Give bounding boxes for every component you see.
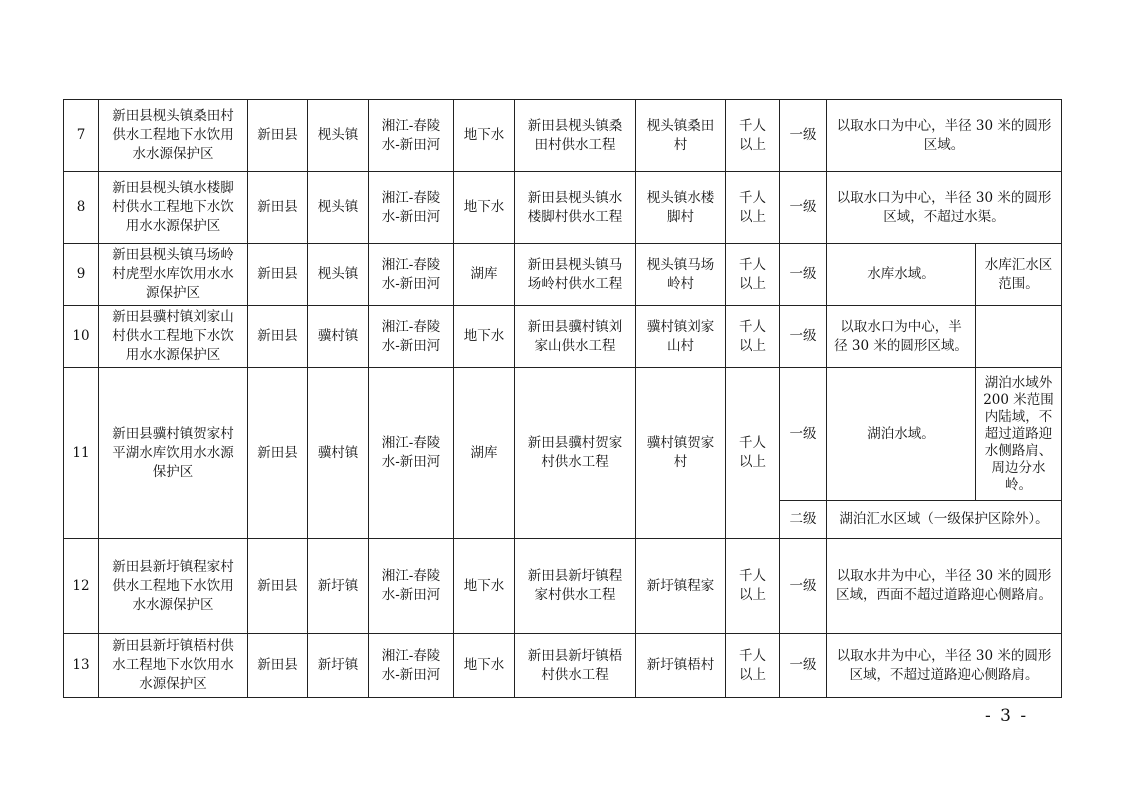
zone-name: 新田县枧头镇水楼脚 村供水工程地下水饮 用水水源保护区: [99, 172, 248, 244]
water-type: 地下水: [454, 100, 515, 172]
town: 骥村镇: [308, 368, 369, 539]
protection-range: 以取水口为中心，半径 30 米的圆形 区域，不超过水渠。: [827, 172, 1062, 244]
water-range: 水库水域。: [827, 244, 976, 306]
location: 枧头镇马场 岭村: [636, 244, 726, 306]
protection-zone-table: [63, 99, 1062, 698]
supply-project: 新田县枧头镇桑 田村供水工程: [515, 100, 636, 172]
location: 骥村镇贺家 村: [636, 368, 726, 539]
basin: 湘江-春陵 水-新田河: [369, 634, 454, 698]
county: 新田县: [248, 244, 308, 306]
supply-project: 新田县新圩镇梧 村供水工程: [515, 634, 636, 698]
supply-scale: 千人 以上: [726, 100, 780, 172]
protection-level-2: 二级: [780, 501, 827, 539]
protection-level: 一级: [780, 306, 827, 368]
location: 骥村镇刘家 山村: [636, 306, 726, 368]
basin: 湘江-春陵 水-新田河: [369, 539, 454, 634]
table-row: [64, 100, 1062, 172]
supply-scale: 千人 以上: [726, 634, 780, 698]
county: 新田县: [248, 306, 308, 368]
supply-project: 新田县枧头镇马 场岭村供水工程: [515, 244, 636, 306]
water-type: 地下水: [454, 634, 515, 698]
row-number: 7: [64, 100, 99, 172]
row-number: 8: [64, 172, 99, 244]
row-number: 12: [64, 539, 99, 634]
location: 新圩镇梧村: [636, 634, 726, 698]
protection-range: 以取水井为中心，半径 30 米的圆形 区域，不超过道路迎心侧路肩。: [827, 634, 1062, 698]
location: 新圩镇程家: [636, 539, 726, 634]
table-row: [64, 634, 1062, 698]
zone-name: 新田县新圩镇程家村 供水工程地下水饮用 水水源保护区: [99, 539, 248, 634]
town: 新圩镇: [308, 539, 369, 634]
basin: 湘江-春陵 水-新田河: [369, 100, 454, 172]
zone-name: 新田县枧头镇马场岭 村虎型水库饮用水水 源保护区: [99, 244, 248, 306]
county: 新田县: [248, 368, 308, 539]
water-range: 湖泊水域。: [827, 368, 976, 501]
protection-level: 一级: [780, 368, 827, 501]
supply-scale: 千人 以上: [726, 368, 780, 539]
basin: 湘江-春陵 水-新田河: [369, 172, 454, 244]
county: 新田县: [248, 172, 308, 244]
row-number: 13: [64, 634, 99, 698]
supply-project: 新田县枧头镇水 楼脚村供水工程: [515, 172, 636, 244]
land-range: 水库汇水区 范围。: [976, 244, 1062, 306]
location: 枧头镇水楼 脚村: [636, 172, 726, 244]
table-row: [64, 172, 1062, 244]
water-type: 湖库: [454, 368, 515, 539]
supply-project: 新田县骥村镇刘 家山供水工程: [515, 306, 636, 368]
water-type: 湖库: [454, 244, 515, 306]
town: 骥村镇: [308, 306, 369, 368]
county: 新田县: [248, 100, 308, 172]
town: 新圩镇: [308, 634, 369, 698]
basin: 湘江-春陵 水-新田河: [369, 244, 454, 306]
protection-range-2: 湖泊汇水区域（一级保护区除外）。: [827, 501, 1062, 539]
county: 新田县: [248, 634, 308, 698]
row-number: 11: [64, 368, 99, 539]
protection-level: 一级: [780, 172, 827, 244]
supply-scale: 千人 以上: [726, 539, 780, 634]
supply-scale: 千人 以上: [726, 306, 780, 368]
water-range: 以取水口为中心，半 径 30 米的圆形区域。: [827, 306, 976, 368]
town: 枧头镇: [308, 172, 369, 244]
water-type: 地下水: [454, 539, 515, 634]
water-type: 地下水: [454, 172, 515, 244]
table-row: [64, 306, 1062, 368]
land-range: 湖泊水域外 200 米范围 内陆域，不 超过道路迎 水侧路肩、 周边分水 岭。: [976, 368, 1062, 501]
protection-range: 以取水口为中心，半径 30 米的圆形 区域。: [827, 100, 1062, 172]
table-row: [64, 244, 1062, 306]
water-type: 地下水: [454, 306, 515, 368]
town: 枧头镇: [308, 100, 369, 172]
zone-name: 新田县骥村镇刘家山 村供水工程地下水饮 用水水源保护区: [99, 306, 248, 368]
supply-project: 新田县新圩镇程 家村供水工程: [515, 539, 636, 634]
row-number: 9: [64, 244, 99, 306]
town: 枧头镇: [308, 244, 369, 306]
zone-name: 新田县枧头镇桑田村 供水工程地下水饮用 水水源保护区: [99, 100, 248, 172]
supply-scale: 千人 以上: [726, 172, 780, 244]
zone-name: 新田县新圩镇梧村供 水工程地下水饮用水 水源保护区: [99, 634, 248, 698]
table-row: [64, 539, 1062, 634]
row-number: 10: [64, 306, 99, 368]
basin: 湘江-春陵 水-新田河: [369, 368, 454, 539]
protection-level: 一级: [780, 539, 827, 634]
county: 新田县: [248, 539, 308, 634]
protection-level: 一级: [780, 100, 827, 172]
table-row: [64, 368, 1062, 501]
location: 枧头镇桑田 村: [636, 100, 726, 172]
protection-level: 一级: [780, 634, 827, 698]
page-number: - 3 -: [985, 706, 1029, 726]
land-range: [976, 306, 1062, 368]
supply-project: 新田县骥村贺家 村供水工程: [515, 368, 636, 539]
protection-range: 以取水井为中心，半径 30 米的圆形 区域，西面不超过道路迎心侧路肩。: [827, 539, 1062, 634]
basin: 湘江-春陵 水-新田河: [369, 306, 454, 368]
zone-name: 新田县骥村镇贺家村 平湖水库饮用水水源 保护区: [99, 368, 248, 539]
supply-scale: 千人 以上: [726, 244, 780, 306]
protection-level: 一级: [780, 244, 827, 306]
